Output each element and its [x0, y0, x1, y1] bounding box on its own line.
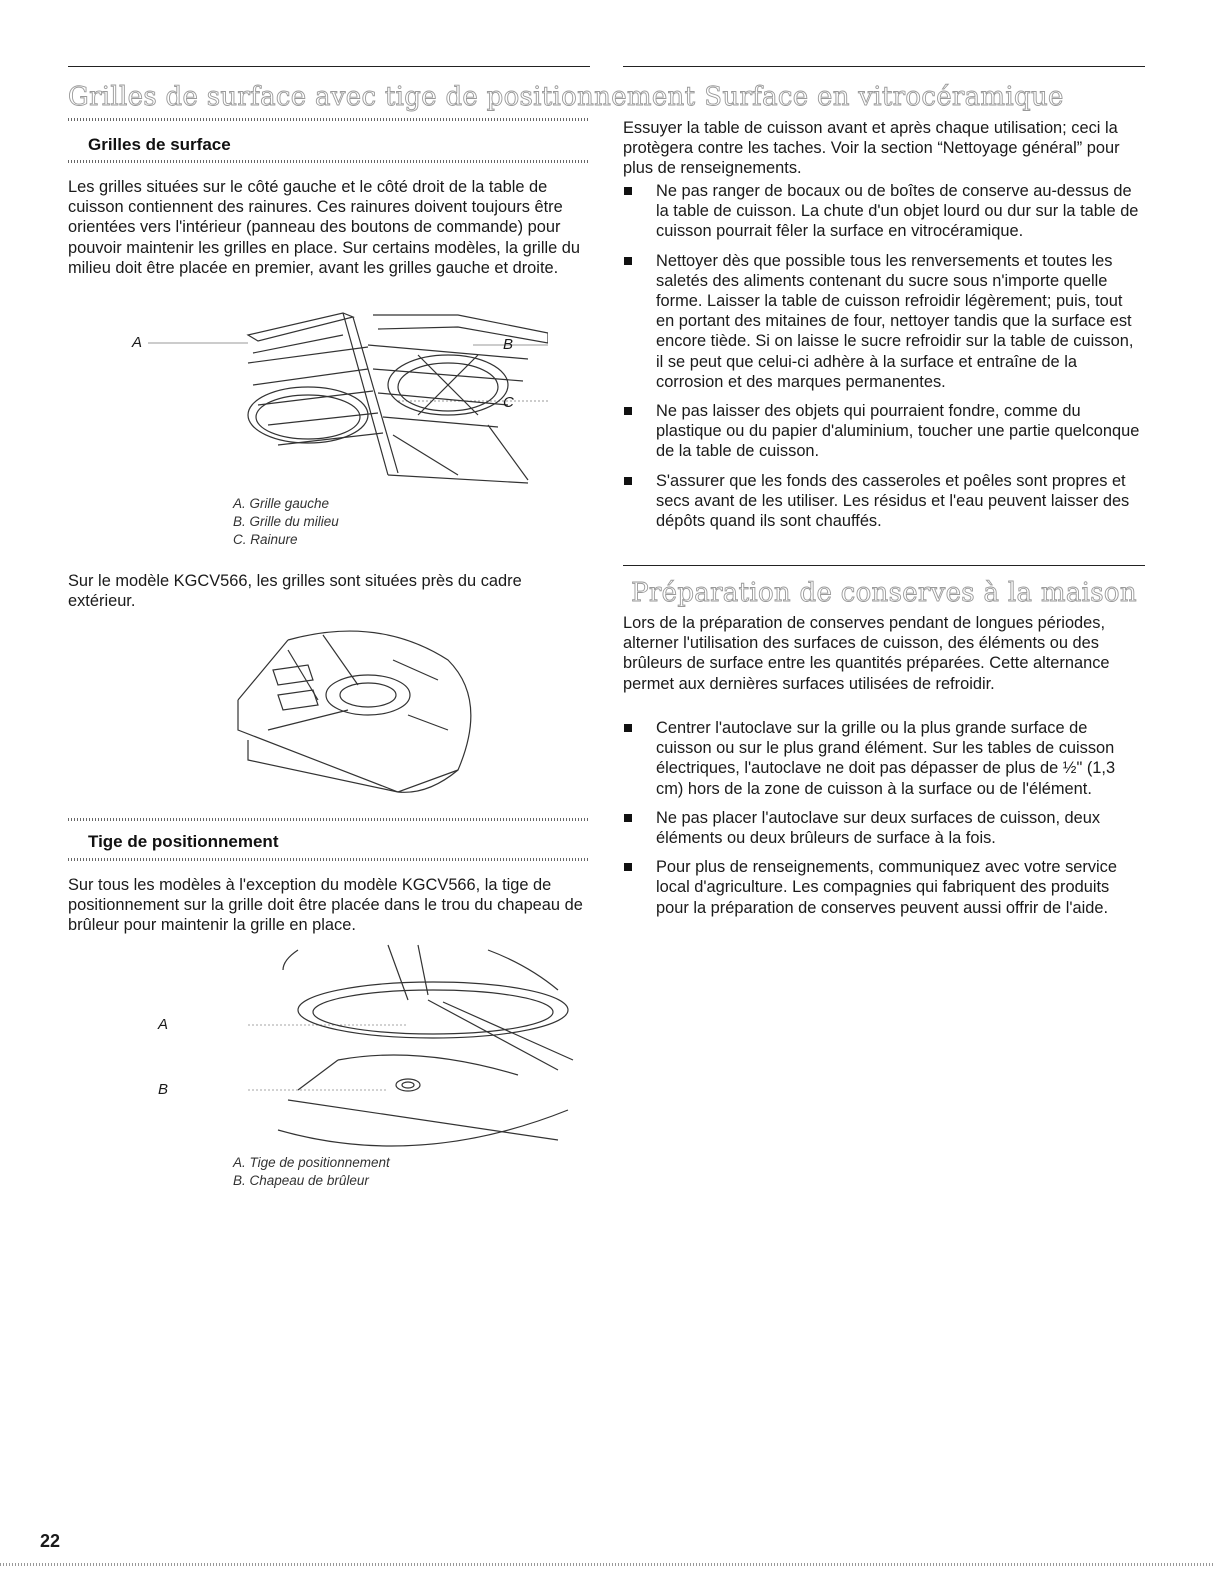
left-column: [68, 0, 696, 1573]
burner-caption: [233, 1154, 390, 1190]
hatch-divider: [68, 818, 590, 821]
bullet-square-icon: [624, 407, 632, 415]
list-item: Pour plus de renseignements, communiquez avec votre service local d'agriculture. Les compagnies qui fabriquent des produits pour la préparation de conserves peuvent aussi offrir de l'aide.: [623, 857, 1145, 918]
hatch-divider: [68, 160, 590, 163]
bullet-square-icon: [624, 477, 632, 485]
top-rule: [623, 66, 1145, 67]
paragraph-grilles: Les grilles situées sur le côté gauche et le côté droit de la table de cuisson contiennent des rainures. Ces rainures doivent toujours être orientées vers l'intérieur (panneau des boutons de commande) pour pouvoir maintenir les grilles en place. Sur certains modèles, la grille du milieu doit être placée en premier, avant les grilles gauche et droite.: [68, 178, 580, 277]
corner-grate-illustration: [228, 620, 508, 800]
caption-grille-gauche: A. Grille gauche: [233, 496, 330, 511]
paragraph-vitroceramique: Essuyer la table de cuisson avant et après chaque utilisation; ceci la protègera contre les taches. Voir la section “Nettoyage général” pour plus de renseignements.: [623, 119, 1120, 178]
paragraph-tige: Sur tous les modèles à l'exception du modèle KGCV566, la tige de positionnement sur la grille doit être placée dans le trou du chapeau de brûleur pour maintenir la grille en place.: [68, 876, 583, 935]
paragraph-kgcv566: Sur le modèle KGCV566, les grilles sont situées près du cadre extérieur.: [68, 572, 522, 611]
list-item: Ne pas ranger de bocaux ou de boîtes de conserve au-dessus de la table de cuisson. La chute d'un objet lourd ou dur sur la table de cuisson pourrait fêler la surface en vitrocéramique.: [623, 181, 1145, 242]
list-item: Ne pas placer l'autoclave sur deux surfaces de cuisson, deux éléments ou deux brûleurs de surface à la fois.: [623, 808, 1145, 848]
caption-chapeau: B. Chapeau de brûleur: [233, 1173, 369, 1188]
list-item: S'assurer que les fonds des casseroles et poêles sont propres et secs avant de les utiliser. Les résidus et l'eau peuvent laisser des dépôts quand ils sont chauffés.: [623, 471, 1145, 532]
hatch-divider: [68, 118, 590, 121]
list-item: Ne pas laisser des objets qui pourraient fondre, comme du plastique ou du papier d'aluminium, toucher une partie quelconque de la table de cuisson.: [623, 401, 1145, 462]
list-item: Centrer l'autoclave sur la grille ou la plus grande surface de cuisson ou sur le plus grand élément. Sur les tables de cuisson électriques, l'autoclave ne doit pas dépasser de plus de ½" (1,3 cm) hors de la zone de cuisson à la surface ou de l'élément.: [623, 718, 1145, 799]
section-title-vitroceramique: Surface en vitrocéramique: [704, 82, 1064, 112]
list-item: Nettoyer dès que possible tous les renversements et toutes les saletés des aliments contenant du sucre sous n'importe quelle forme. Laisser la table de cuisson refroidir légèrement; puis, tout en portant des mitaines de four, nettoyer tandis que la surface est encore tiède. Si on laisse le sucre refroidir sur la table de cuisson, il se peut que celui-ci adhère à la surface et entraîne de la corrosion et des marques permanentes.: [623, 251, 1145, 392]
hatch-divider: [68, 858, 590, 861]
figure-label-b: B: [503, 336, 514, 353]
bullet-square-icon: [624, 257, 632, 265]
bullet-square-icon: [624, 814, 632, 822]
caption-grille-milieu: B. Grille du milieu: [233, 514, 339, 529]
bullet-list-vitroceramique: [623, 181, 1145, 540]
figure-label-a: A: [132, 334, 143, 351]
subheading-grilles-de-surface: Grilles de surface: [88, 135, 231, 154]
caption-rainure: C. Rainure: [233, 532, 298, 547]
section-title-conserves: Préparation de conserves à la maison: [631, 578, 1137, 608]
subheading-tige: Tige de positionnement: [88, 832, 279, 851]
figure-label-a: A: [158, 1016, 169, 1033]
page-number: 22: [40, 1531, 61, 1551]
bullet-list-conserves: [623, 718, 1145, 927]
figure-label-c: C: [503, 394, 514, 411]
top-rule: [68, 66, 590, 67]
bullet-square-icon: [624, 187, 632, 195]
section-title-grilles: Grilles de surface avec tige de positionnement: [68, 82, 696, 112]
grates-illustration: [128, 305, 548, 495]
bottom-scan-edge: [0, 1563, 1213, 1566]
grates-caption: [233, 495, 339, 549]
caption-tige: A. Tige de positionnement: [233, 1155, 390, 1170]
section-rule: [623, 565, 1145, 566]
right-column: [623, 0, 1145, 1573]
figure-label-b: B: [158, 1081, 169, 1098]
bullet-square-icon: [624, 724, 632, 732]
paragraph-conserves: Lors de la préparation de conserves pendant de longues périodes, alterner l'utilisation des surfaces de cuisson, des éléments ou des brûleurs de surface entre les quantités préparées. Cette alternance permet aux dernières surfaces utilisées de refroidir.: [623, 614, 1110, 693]
burner-cap-illustration: [188, 940, 588, 1150]
bullet-square-icon: [624, 863, 632, 871]
